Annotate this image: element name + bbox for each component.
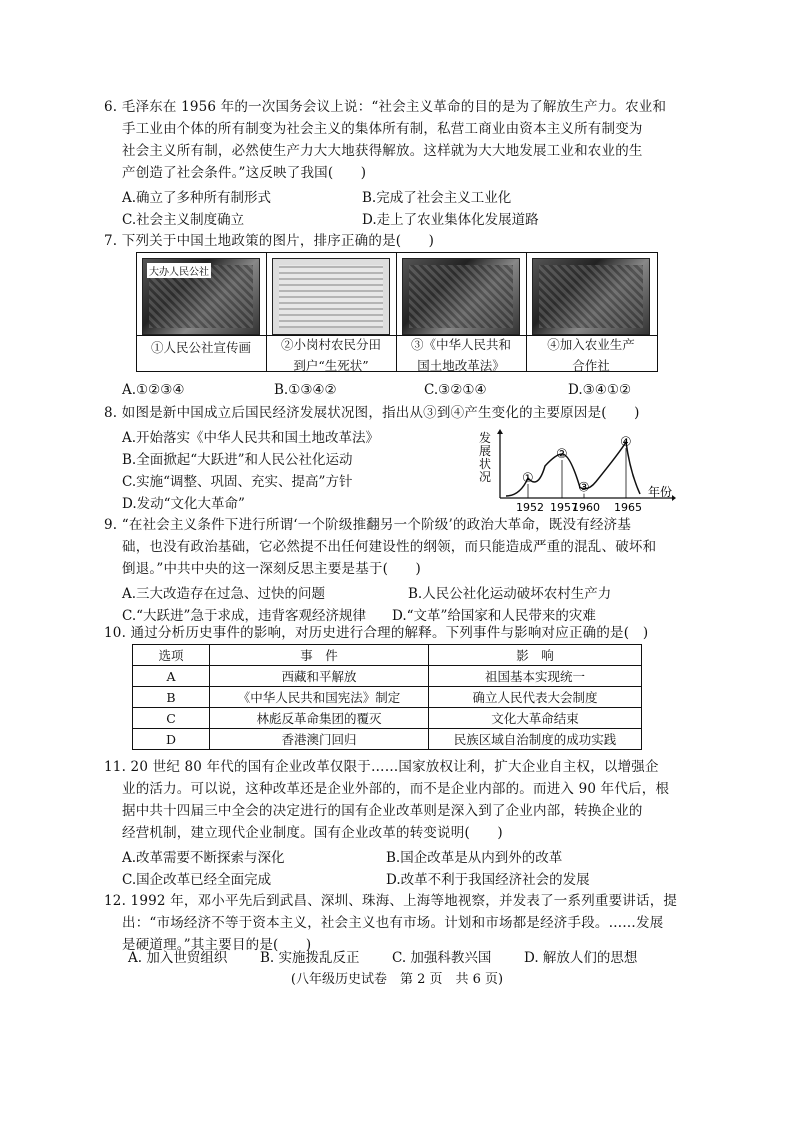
y-axis-label-char: 况	[479, 470, 492, 484]
row-d-option: D	[133, 729, 210, 750]
q7-caption-4: ④加入农业生产 合作社	[547, 337, 635, 373]
q6-option-c: C.社会主义制度确立	[122, 212, 245, 228]
table-row	[133, 729, 642, 750]
xiaogang-contract-photo	[272, 258, 390, 335]
data-point-2: ②	[556, 447, 568, 462]
q7-option-a: A.①②③④	[122, 382, 185, 398]
q10-stem: 10. 通过分析历史事件的影响，对历史进行合理的解释。下列事件与影响对应正确的是( )	[104, 625, 649, 641]
q12-line-2: 出：“市场经济不等于资本主义，社会主义也有市场。计划和市场都是经济手段。……发展	[122, 915, 664, 931]
q6-option-d: D.走上了农业集体化发展道路	[362, 212, 539, 228]
table-row	[133, 708, 642, 729]
q11-option-d: D.改革不利于我国经济社会的发展	[386, 872, 590, 888]
q12-line-1: 12. 1992 年，邓小平先后到武昌、深圳、珠海、上海等地视察，并发表了一系列重要讲话，提	[104, 893, 678, 909]
x-tick-label: 1952	[516, 501, 544, 514]
q11-option-a: A.改革需要不断探索与深化	[122, 850, 285, 866]
data-point-4: ④	[620, 435, 632, 450]
q7-caption-1: ①人民公社宣传画	[150, 340, 251, 355]
q12-option-c: C. 加强科教兴国	[392, 950, 492, 966]
row-b-impact: 确立人民代表大会制度	[429, 687, 642, 708]
x-tick-label: 1965	[614, 501, 642, 514]
q12-option-a: A. 加入世贸组织	[128, 950, 228, 966]
q11-line-2: 业的活力。可以说，这种改革还是企业外部的，而不是企业内部的。而进入 90 年代后，根	[122, 781, 670, 797]
page-footer: (八年级历史试卷 第 2 页 共 6 页)	[290, 972, 504, 987]
q6-line-1: 6. 毛泽东在 1956 年的一次国务会议上说：“社会主义革命的目的是为了解放生产力。农业和	[104, 99, 667, 115]
table-header-row	[133, 645, 642, 666]
photo-caption-text: 大办人民公社	[147, 263, 211, 278]
q12-line-3: 是硬道理。”其主要目的是( )	[122, 937, 312, 953]
q12-option-d: D. 解放人们的思想	[524, 950, 638, 966]
economy-development-chart	[476, 428, 676, 514]
q11-line-4: 经营机制，建立现代企业制度。国有企业改革的转变说明( )	[122, 825, 503, 841]
q9-option-a: A.三大改造存在过急、过快的问题	[122, 586, 326, 602]
row-a-impact: 祖国基本实现统一	[429, 666, 642, 687]
q7-caption-3: ③《中华人民共和 国土地改革法》	[410, 337, 511, 373]
x-axis-arrow	[672, 495, 676, 501]
data-point-1: ①	[522, 471, 534, 486]
row-c-event: 林彪反革命集团的覆灭	[210, 708, 429, 729]
q11-option-b: B.国企改革是从内到外的改革	[386, 850, 563, 866]
data-point-3: ③	[578, 480, 590, 496]
q12-option-b: B. 实施拨乱反正	[260, 950, 360, 966]
land-reform-law-photo	[402, 258, 520, 335]
q9-option-d: D.“文革”给国家和人民带来的灾难	[392, 608, 596, 624]
x-tick-label: 1957	[550, 501, 578, 514]
q8-option-d: D.发动“文化大革命”	[122, 496, 245, 512]
q6-line-4: 产创造了社会条件。”这反映了我国( )	[122, 165, 367, 181]
q9-option-c: C.“大跃进”急于求成，违背客观经济规律	[122, 608, 366, 624]
row-d-event: 香港澳门回归	[210, 729, 429, 750]
x-axis-label: 年份	[648, 485, 673, 499]
q7-option-b: B.①③④②	[274, 382, 337, 398]
q9-line-1: 9. “在社会主义条件下进行所谓‘一个阶级推翻另一个阶级’的政治大革命，既没有经济基	[104, 517, 632, 533]
y-axis-label-char: 展	[479, 444, 492, 458]
q8-option-a: A.开始落实《中华人民共和国土地改革法》	[122, 430, 380, 446]
q7-option-d: D.③④①②	[568, 382, 632, 398]
q10-event-table	[132, 644, 642, 750]
q6-option-a: A.确立了多种所有制形式	[122, 190, 272, 206]
y-axis-label-char: 发	[479, 431, 492, 445]
row-c-option: C	[133, 708, 210, 729]
q11-line-3: 据中共十四届三中全会的决定进行的国有企业改革则是深入到了企业内部，转换企业的	[122, 803, 643, 819]
x-tick-label: 1960	[572, 501, 600, 514]
y-axis-label-group	[479, 430, 491, 484]
cooperative-photo	[532, 258, 650, 335]
q9-line-2: 础，也没有政治基础，它必然提不出任何建设性的纲领，而只能造成严重的混乱、破坏和	[122, 539, 657, 555]
q8-option-c: C.实施“调整、巩固、充实、提高”方针	[122, 474, 353, 490]
q6-line-2: 手工业由个体的所有制变为社会主义的集体所有制，私营工商业由资本主义所有制变为	[122, 121, 643, 137]
q6-line-3: 社会主义所有制，必然使生产力大大地获得解放。这样就为大大地发展工业和农业的生	[122, 143, 643, 159]
table-row	[133, 666, 642, 687]
row-a-option: A	[133, 666, 210, 687]
q7-option-c: C.③②①④	[424, 382, 487, 398]
q9-option-b: B.人民公社化运动破坏农村生产力	[408, 586, 612, 602]
q7-caption-2: ②小岗村农民分田 到户“生死状”	[280, 337, 381, 373]
q11-line-1: 11. 20 世纪 80 年代的国有企业改革仅限于……国家放权让利，扩大企业自主权，以增强企	[104, 759, 659, 775]
q7-stem: 7. 下列关于中国土地政策的图片，排序正确的是( )	[104, 233, 435, 249]
q8-option-b: B.全面掀起“大跃进”和人民公社化运动	[122, 452, 353, 468]
q8-stem: 8. 如图是新中国成立后国民经济发展状况图，指出从③到④产生变化的主要原因是( )	[104, 405, 640, 421]
header-event: 事 件	[210, 645, 429, 666]
y-axis-label-char: 状	[479, 457, 492, 471]
header-option: 选项	[133, 645, 210, 666]
q9-line-3: 倒退。”中共中央的这一深刻反思主要是基于( )	[122, 561, 421, 577]
row-b-option: B	[133, 687, 210, 708]
table-row	[133, 687, 642, 708]
header-impact: 影 响	[429, 645, 642, 666]
commune-poster-photo	[142, 258, 260, 335]
y-axis-arrow	[497, 429, 503, 434]
q11-option-c: C.国企改革已经全面完成	[122, 872, 272, 888]
q6-option-b: B.完成了社会主义工业化	[362, 190, 512, 206]
row-b-event: 《中华人民共和国宪法》制定	[210, 687, 429, 708]
development-curve	[506, 442, 640, 496]
row-d-impact: 民族区域自治制度的成功实践	[429, 729, 642, 750]
row-a-event: 西藏和平解放	[210, 666, 429, 687]
row-c-impact: 文化大革命结束	[429, 708, 642, 729]
